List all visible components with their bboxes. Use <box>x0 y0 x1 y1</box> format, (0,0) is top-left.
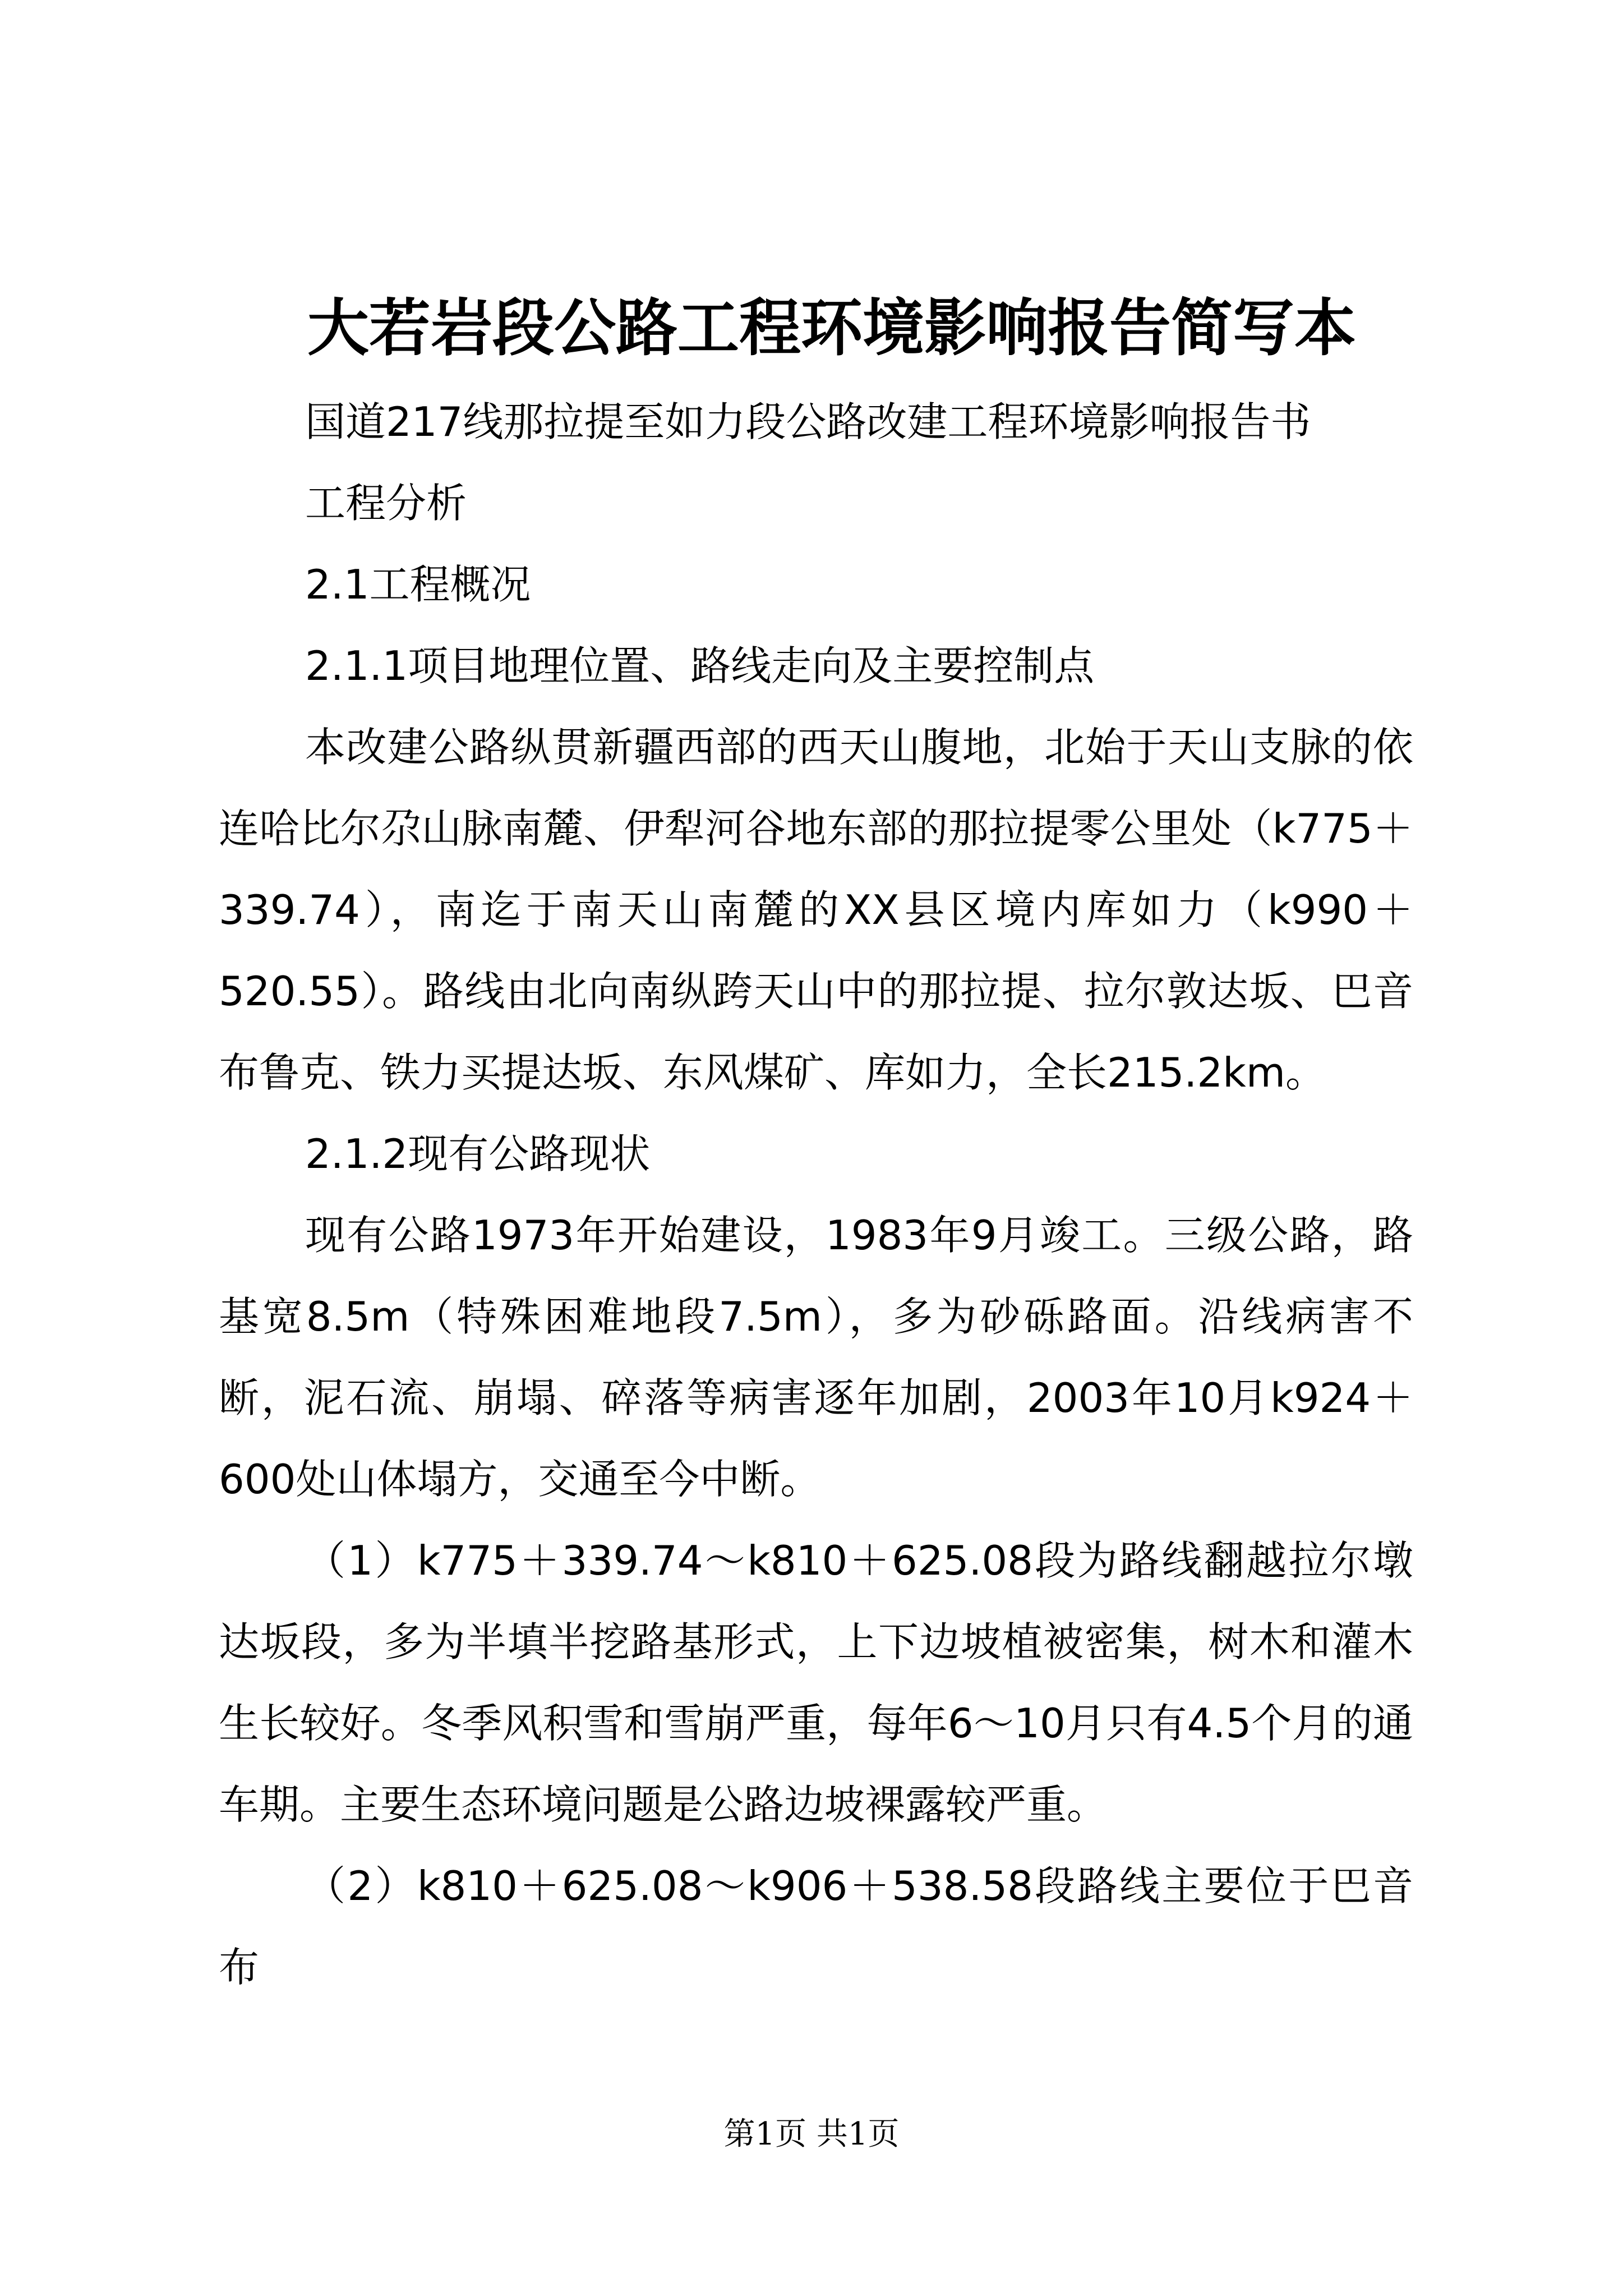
paragraph-current-status: 现有公路1973年开始建设，1983年9月竣工。三级公路，路基宽8.5m（特殊困难地段7.5m），多为砂砾路面。沿线病害不断，泥石流、崩塌、碎落等病害逐年加剧，2003年10月k924＋600处山体塌方，交通至今中断。 <box>219 1212 1413 1503</box>
section-heading-2-1-2: 2.1.2现有公路现状 <box>305 1130 651 1177</box>
paragraph-location: 本改建公路纵贯新疆西部的西天山腹地，北始于天山支脉的依连哈比尔尕山脉南麓、伊犁河谷地东部的那拉提零公里处（k775＋339.74），南迄于南天山南麓的XX县区境内库如力（k990＋520.55）。路线由北向南纵跨天山中的那拉提、拉尔敦达坂、巴音布鲁克、铁力买提达坂、东风煤矿、库如力，全长215.2km。 <box>219 724 1413 1096</box>
document-title: 大若岩段公路工程环境影响报告简写本 <box>307 292 1356 364</box>
section-heading-2-1: 2.1工程概况 <box>305 561 531 608</box>
page-footer: 第1页 共1页 <box>723 2116 900 2152</box>
list-item-2: （2）k810＋625.08～k906＋538.58段路线主要位于巴音布 <box>219 1862 1413 1991</box>
section-heading-2-1-1: 2.1.1项目地理位置、路线走向及主要控制点 <box>305 642 1095 689</box>
document-body <box>219 381 1413 2008</box>
list-item-1: （1）k775＋339.74～k810＋625.08段为路线翻越拉尔墩达坂段，多为半填半挖路基形式，上下边坡植被密集，树木和灌木生长较好。冬季风积雪和雪崩严重，每年6～10月只有4.5个月的通车期。主要生态环境问题是公路边坡裸露较严重。 <box>219 1537 1413 1828</box>
subtitle: 国道217线那拉提至如力段公路改建工程环境影响报告书 <box>305 398 1311 445</box>
section-heading-project-analysis: 工程分析 <box>305 480 467 527</box>
